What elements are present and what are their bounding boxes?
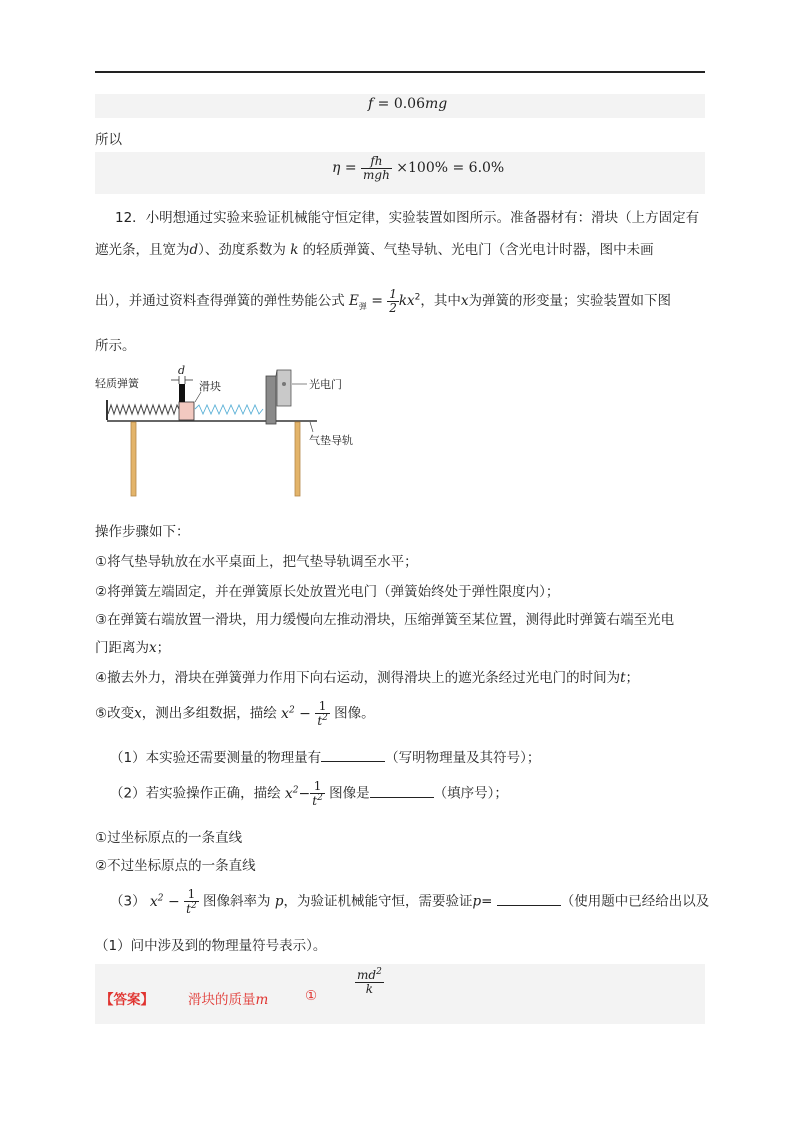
step-5: ⑤改变x，测出多组数据，描绘 $x^2$ − $\frac{1}{t^2}$ 图像。 <box>95 699 375 728</box>
light-strip <box>179 384 185 402</box>
step-4: ④撤去外力，滑块在弹簧弹力作用下向右运动，测得滑块上的遮光条经过光电门的时间为t； <box>95 670 640 686</box>
step-3-line-2: 门距离为x； <box>95 640 171 656</box>
answer-blank-1[interactable] <box>321 749 385 762</box>
question-line-3: 出），并通过资料查得弹簧的弹性势能公式 $E_弹$ = $\frac{1}{2}$ $kx^2$，其中x为弹簧的形变量；实验装置如下图 <box>95 287 672 315</box>
equation-friction: f = 0.06mg <box>368 96 448 112</box>
sub-question-2: （2）若实验操作正确，描绘 $x^2-$ $\frac{1}{t^2}$ 图像是 （填序号）； <box>110 779 508 808</box>
question-line-1: 12．小明想通过实验来验证机械能守恒定律，实验装置如图所示。准备器材有：滑块（上方固定有 <box>115 210 700 226</box>
option-1: ①过坐标原点的一条直线 <box>95 830 243 846</box>
answer-1: 滑块的质量m <box>188 992 269 1008</box>
answer-2: ① <box>305 988 318 1004</box>
natural-spring <box>195 405 263 414</box>
slider <box>179 402 194 420</box>
label-air-track: 气垫导轨 <box>309 434 353 447</box>
so-label: 所以 <box>95 132 122 148</box>
left-leg <box>131 422 136 496</box>
x2-minus-1-over-t2: $x^2$ − $\frac{1}{t^2}$ <box>281 699 328 728</box>
right-leg <box>295 422 300 496</box>
label-slider: 滑块 <box>199 380 221 393</box>
answer-box <box>95 964 705 1024</box>
header-rule <box>95 71 705 73</box>
answer-blank-2[interactable] <box>370 785 434 798</box>
step-3-line-1: ③在弹簧右端放置一滑块，用力缓慢向左推动滑块，压缩弹簧至某位置，测得此时弹簧右端至光电 <box>95 612 675 628</box>
answer-tag: 【答案】 <box>100 992 154 1008</box>
label-photogate: 光电门 <box>309 378 342 391</box>
answer-3: $\frac{md^2}{k}$ <box>357 967 382 996</box>
label-d: d <box>178 364 186 377</box>
label-spring: 轻质弹簧 <box>95 377 139 390</box>
step-1: ①将气垫导轨放在水平桌面上，把气垫导轨调至水平； <box>95 554 418 570</box>
equation-efficiency: η = $\frac{fh}{\text{mgh}}$ ×100% = 6.0% <box>332 154 505 182</box>
question-line-2: 遮光条，且宽为d）、劲度系数为 k 的轻质弹簧、气垫导轨、光电门（含光电计时器，图中未画 <box>95 242 654 258</box>
steps-title: 操作步骤如下： <box>95 524 190 540</box>
step-2: ②将弹簧左端固定，并在弹簧原长处放置光电门（弹簧始终处于弹性限度内）； <box>95 584 560 600</box>
sub-question-3-line-2: （1）问中涉及到的物理量符号表示）。 <box>95 938 327 954</box>
compressed-spring <box>108 405 179 414</box>
question-line-4: 所示。 <box>95 338 136 354</box>
sub-question-1: （1）本实验还需要测量的物理量有 （写明物理量及其符号）； <box>110 750 541 766</box>
answer-blank-3[interactable] <box>497 893 561 906</box>
efficiency-fraction: $\frac{fh}{\text{mgh}}$ <box>363 154 390 182</box>
elastic-energy-fraction: $\frac{1}{2}$ <box>389 287 397 315</box>
option-2: ②不过坐标原点的一条直线 <box>95 858 256 874</box>
photogate-back <box>277 370 291 406</box>
apparatus-figure <box>95 362 385 502</box>
photogate-front <box>266 376 276 424</box>
sub-question-3: （3） $x^2$ − $\frac{1}{t^2}$ 图像斜率为 p，为验证机械能守恒，需要验证p= （使用题中已经给出以及 <box>110 887 710 916</box>
